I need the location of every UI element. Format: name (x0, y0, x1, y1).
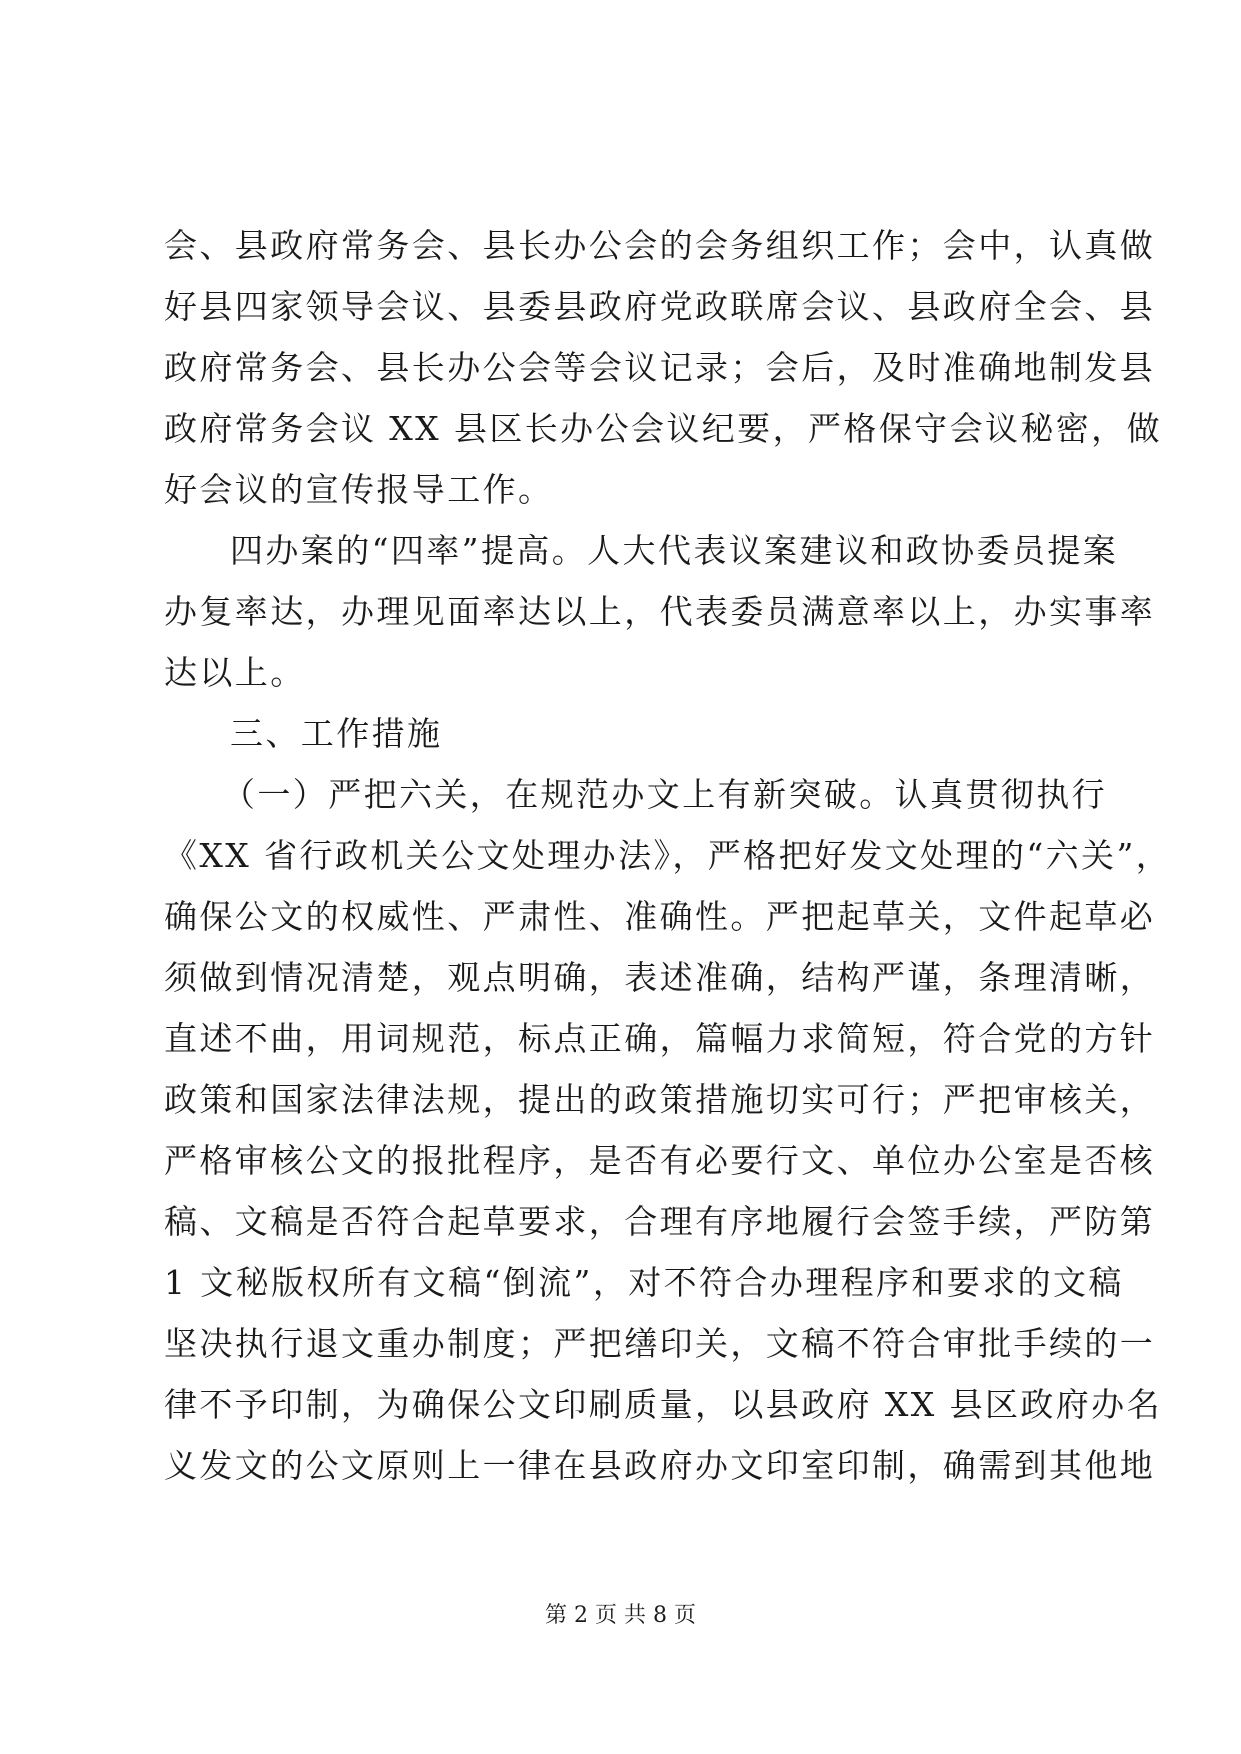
paragraph-line: （一）严把六关，在规范办文上有新突破。认真贯彻执行 (222, 775, 1107, 814)
paragraph-line: 政府常务会、县长办公会等会议记录；会后，及时准确地制发县 (164, 348, 1156, 387)
paragraph-line: 好会议的宣传报导工作。 (164, 470, 554, 509)
page-number-footer: 第 2 页 共 8 页 (545, 1603, 696, 1628)
paragraph-line: 坚决执行退文重办制度；严把缮印关，文稿不符合审批手续的一 (164, 1324, 1156, 1363)
paragraph-line: 严格审核公文的报批程序，是否有必要行文、单位办公室是否核 (164, 1141, 1156, 1180)
paragraph-line: 1 文秘版权所有文稿“倒流”，对不符合办理程序和要求的文稿 (164, 1263, 1124, 1302)
paragraph-line: 会、县政府常务会、县长办公会的会务组织工作；会中，认真做 (164, 226, 1156, 265)
paragraph-line: 须做到情况清楚，观点明确，表述准确，结构严谨，条理清晰， (164, 958, 1156, 997)
paragraph-line: 好县四家领导会议、县委县政府党政联席会议、县政府全会、县 (164, 287, 1156, 326)
paragraph-line: 律不予印制，为确保公文印刷质量，以县政府 XX 县区政府办名 (164, 1385, 1162, 1424)
paragraph-line: 四办案的“四率”提高。人大代表议案建议和政协委员提案 (230, 531, 1119, 570)
paragraph-line: 达以上。 (164, 653, 306, 692)
paragraph-line: 直述不曲，用词规范，标点正确，篇幅力求简短，符合党的方针 (164, 1019, 1156, 1058)
paragraph-line: 办复率达，办理见面率达以上，代表委员满意率以上，办实事率 (164, 592, 1156, 631)
paragraph-line: 稿、文稿是否符合起草要求，合理有序地履行会签手续，严防第 (164, 1202, 1156, 1241)
paragraph-line: 《XX 省行政机关公文处理办法》，严格把好发文处理的“六关”， (164, 836, 1172, 875)
paragraph-line: 确保公文的权威性、严肃性、准确性。严把起草关，文件起草必 (164, 897, 1156, 936)
paragraph-line: 义发文的公文原则上一律在县政府办文印室印制，确需到其他地 (164, 1446, 1156, 1485)
section-heading: 三、工作措施 (230, 714, 443, 753)
paragraph-line: 政府常务会议 XX 县区长办公会议纪要，严格保守会议秘密，做 (164, 409, 1162, 448)
paragraph-line: 政策和国家法律法规，提出的政策措施切实可行；严把审核关， (164, 1080, 1156, 1119)
